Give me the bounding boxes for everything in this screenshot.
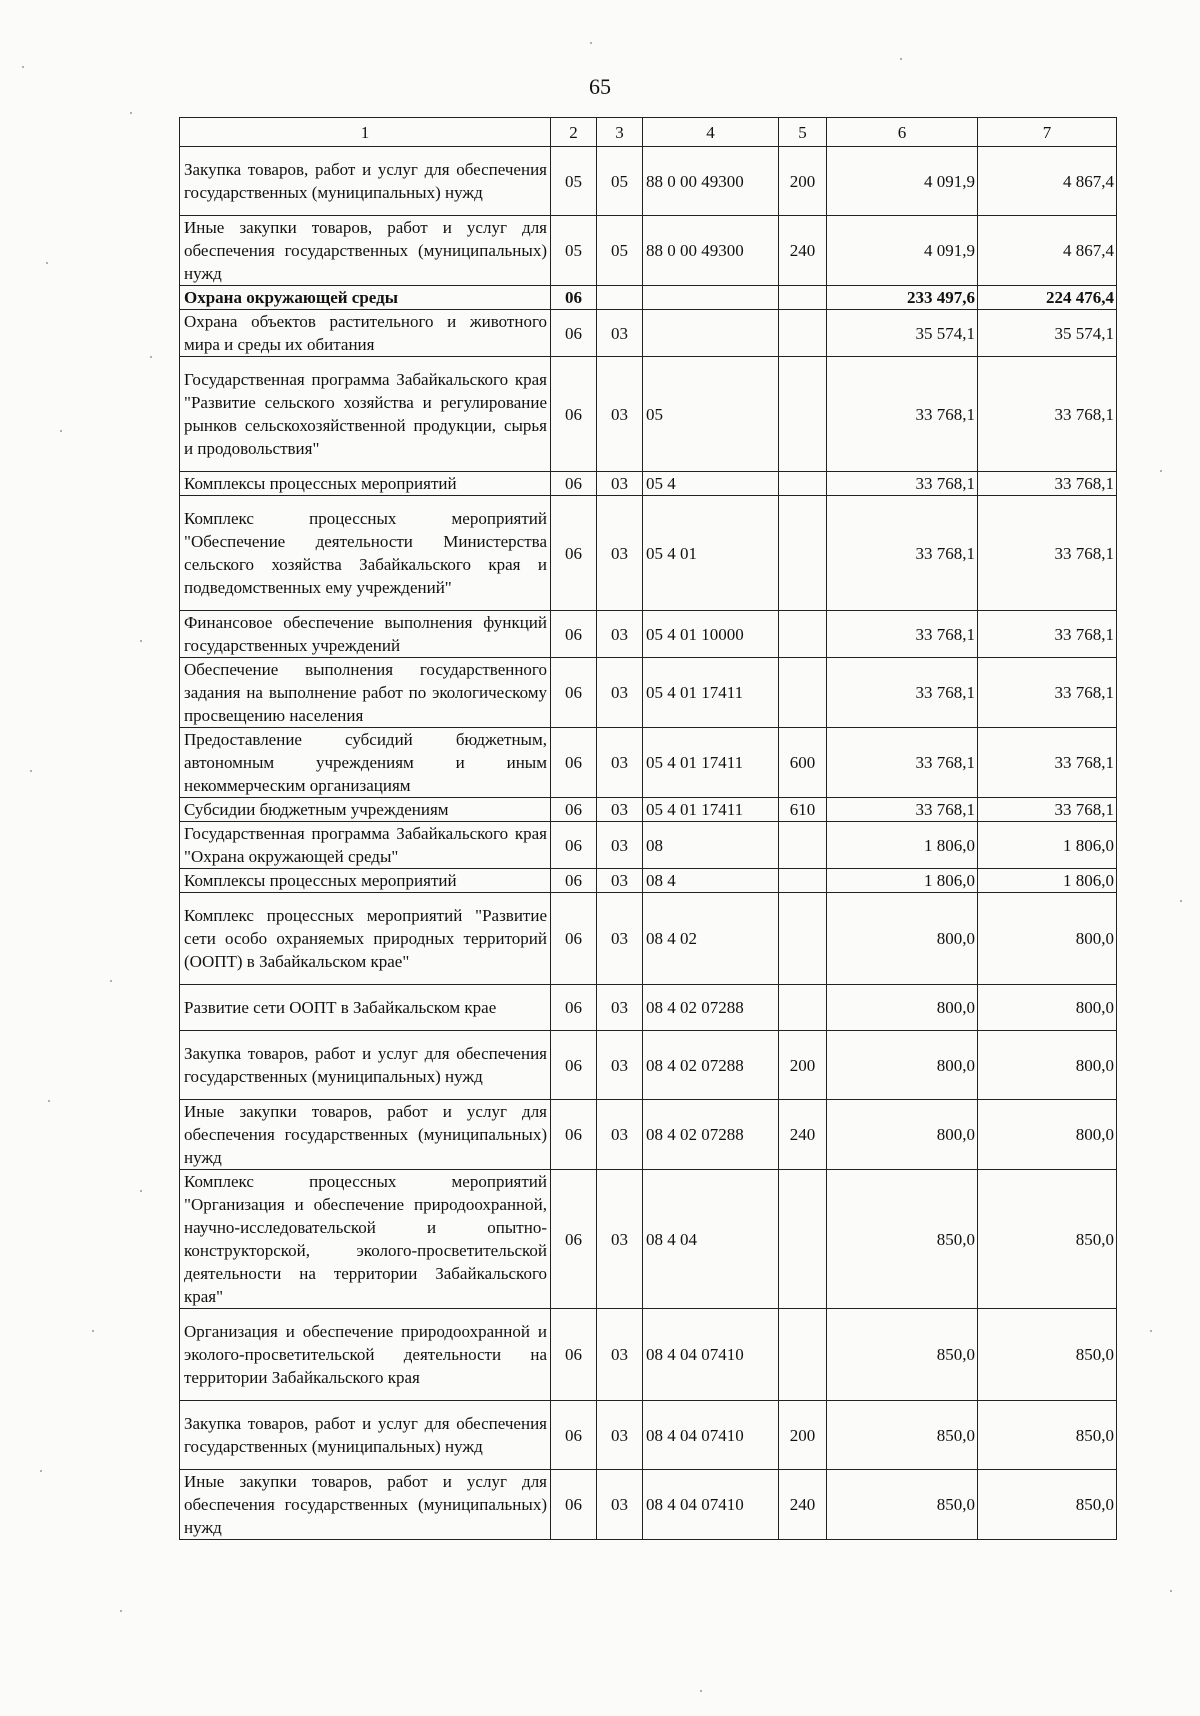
- row-name-cell: Комплекс процессных мероприятий "Развитие сети особо охраняемых природных территорий (ООПТ) в Забайкальском крае": [180, 893, 551, 985]
- amount-col6-cell: 850,0: [827, 1309, 978, 1401]
- amount-col6-cell: 35 574,1: [827, 310, 978, 357]
- table-row: [180, 1100, 1117, 1170]
- row-name-cell: Организация и обеспечение природоохранной и эколого-просветительской деятельности на территории Забайкальского края: [180, 1309, 551, 1401]
- amount-col7-cell: 850,0: [978, 1470, 1117, 1540]
- section-code-cell: 06: [551, 1309, 597, 1401]
- row-name-cell: Развитие сети ООПТ в Забайкальском крае: [180, 985, 551, 1031]
- target-article-cell: 05 4 01: [643, 496, 779, 611]
- expense-type-cell: 200: [779, 1031, 827, 1100]
- table-row: [180, 1401, 1117, 1470]
- target-article-cell: 05 4 01 10000: [643, 611, 779, 658]
- target-article-cell: 05: [643, 357, 779, 472]
- amount-col6-cell: 4 091,9: [827, 147, 978, 216]
- amount-col7-cell: 850,0: [978, 1401, 1117, 1470]
- expense-type-cell: 610: [779, 798, 827, 822]
- row-name-cell: Комплексы процессных мероприятий: [180, 869, 551, 893]
- amount-col7-cell: 800,0: [978, 893, 1117, 985]
- subsection-code-cell: 03: [597, 1170, 643, 1309]
- amount-col6-cell: 33 768,1: [827, 798, 978, 822]
- subsection-code-cell: [597, 286, 643, 310]
- table-row: [180, 496, 1117, 611]
- expense-type-cell: 240: [779, 216, 827, 286]
- section-code-cell: 06: [551, 496, 597, 611]
- page-number: 65: [589, 74, 611, 99]
- table-row: [180, 728, 1117, 798]
- table-row: [180, 1470, 1117, 1540]
- table-row: [180, 611, 1117, 658]
- row-name-cell: Иные закупки товаров, работ и услуг для обеспечения государственных (муниципальных) нужд: [180, 216, 551, 286]
- amount-col7-cell: 1 806,0: [978, 822, 1117, 869]
- amount-col6-cell: 850,0: [827, 1170, 978, 1309]
- scan-speck: [40, 1470, 42, 1472]
- section-code-cell: 06: [551, 893, 597, 985]
- scan-speck: [140, 1190, 142, 1192]
- row-name-cell: Предоставление субсидий бюджетным, автономным учреждениям и иным некоммерческим организациям: [180, 728, 551, 798]
- scan-speck: [590, 42, 592, 44]
- section-code-cell: 06: [551, 1031, 597, 1100]
- scan-speck: [92, 1330, 94, 1332]
- scan-speck: [1180, 900, 1182, 902]
- target-article-cell: [643, 286, 779, 310]
- section-code-cell: 06: [551, 1100, 597, 1170]
- scan-speck: [900, 58, 902, 60]
- amount-col6-cell: 33 768,1: [827, 728, 978, 798]
- amount-col6-cell: 800,0: [827, 985, 978, 1031]
- scan-speck: [22, 66, 24, 68]
- scan-speck: [110, 980, 112, 982]
- table-row: [180, 472, 1117, 496]
- expense-type-cell: [779, 985, 827, 1031]
- target-article-cell: 08 4 02: [643, 893, 779, 985]
- header-cell: 2: [551, 118, 597, 147]
- amount-col7-cell: 33 768,1: [978, 728, 1117, 798]
- expense-type-cell: [779, 496, 827, 611]
- target-article-cell: 88 0 00 49300: [643, 216, 779, 286]
- header-cell: 7: [978, 118, 1117, 147]
- expense-type-cell: [779, 310, 827, 357]
- section-code-cell: 05: [551, 216, 597, 286]
- subsection-code-cell: 03: [597, 1031, 643, 1100]
- row-name-cell: Закупка товаров, работ и услуг для обеспечения государственных (муниципальных) нужд: [180, 1031, 551, 1100]
- expense-type-cell: [779, 472, 827, 496]
- row-name-cell: Обеспечение выполнения государственного задания на выполнение работ по экологическому просвещению населения: [180, 658, 551, 728]
- scan-speck: [1160, 470, 1162, 472]
- table-header-row: [180, 118, 1117, 147]
- row-name-cell: Охрана объектов растительного и животного мира и среды их обитания: [180, 310, 551, 357]
- table-row: [180, 985, 1117, 1031]
- section-code-cell: 06: [551, 869, 597, 893]
- scan-speck: [46, 262, 48, 264]
- amount-col6-cell: 33 768,1: [827, 611, 978, 658]
- amount-col7-cell: 33 768,1: [978, 611, 1117, 658]
- target-article-cell: 08 4 02 07288: [643, 1031, 779, 1100]
- expense-type-cell: [779, 822, 827, 869]
- subsection-code-cell: 03: [597, 496, 643, 611]
- target-article-cell: 08 4 02 07288: [643, 1100, 779, 1170]
- amount-col6-cell: 4 091,9: [827, 216, 978, 286]
- scan-speck: [150, 356, 152, 358]
- table-row: [180, 658, 1117, 728]
- scan-speck: [48, 1100, 50, 1102]
- section-code-cell: 06: [551, 1170, 597, 1309]
- subsection-code-cell: 03: [597, 1100, 643, 1170]
- expense-type-cell: [779, 869, 827, 893]
- section-code-cell: 06: [551, 658, 597, 728]
- amount-col7-cell: 4 867,4: [978, 147, 1117, 216]
- row-name-cell: Комплекс процессных мероприятий "Организация и обеспечение природоохранной, научно-исследовательской и опытно-конструкторской, эколого-просветительской деятельности на территории Забайкальского края": [180, 1170, 551, 1309]
- amount-col7-cell: 33 768,1: [978, 496, 1117, 611]
- amount-col7-cell: 35 574,1: [978, 310, 1117, 357]
- expense-type-cell: 200: [779, 147, 827, 216]
- amount-col6-cell: 33 768,1: [827, 496, 978, 611]
- table-row: [180, 147, 1117, 216]
- subsection-code-cell: 03: [597, 869, 643, 893]
- table-row: [180, 1170, 1117, 1309]
- subsection-code-cell: 03: [597, 472, 643, 496]
- section-code-cell: 06: [551, 472, 597, 496]
- target-article-cell: 08: [643, 822, 779, 869]
- scan-speck: [1150, 1330, 1152, 1332]
- subsection-code-cell: 05: [597, 216, 643, 286]
- section-code-cell: 06: [551, 357, 597, 472]
- amount-col6-cell: 800,0: [827, 1031, 978, 1100]
- target-article-cell: 05 4 01 17411: [643, 658, 779, 728]
- scan-speck: [140, 640, 142, 642]
- target-article-cell: 05 4 01 17411: [643, 798, 779, 822]
- subsection-code-cell: 03: [597, 357, 643, 472]
- target-article-cell: 08 4 04 07410: [643, 1470, 779, 1540]
- subsection-code-cell: 03: [597, 728, 643, 798]
- expense-type-cell: [779, 658, 827, 728]
- scan-speck: [130, 112, 132, 114]
- amount-col6-cell: 1 806,0: [827, 869, 978, 893]
- target-article-cell: 88 0 00 49300: [643, 147, 779, 216]
- amount-col7-cell: 800,0: [978, 1100, 1117, 1170]
- expense-type-cell: 240: [779, 1470, 827, 1540]
- row-name-cell: Закупка товаров, работ и услуг для обеспечения государственных (муниципальных) нужд: [180, 147, 551, 216]
- amount-col6-cell: 33 768,1: [827, 472, 978, 496]
- amount-col6-cell: 33 768,1: [827, 658, 978, 728]
- scan-speck: [30, 770, 32, 772]
- expense-type-cell: [779, 1309, 827, 1401]
- section-code-cell: 06: [551, 728, 597, 798]
- scan-speck: [60, 430, 62, 432]
- section-code-cell: 06: [551, 985, 597, 1031]
- target-article-cell: 05 4: [643, 472, 779, 496]
- subsection-code-cell: 03: [597, 1401, 643, 1470]
- subsection-code-cell: 03: [597, 658, 643, 728]
- section-code-cell: 06: [551, 798, 597, 822]
- amount-col6-cell: 1 806,0: [827, 822, 978, 869]
- table-row: [180, 893, 1117, 985]
- amount-col7-cell: 33 768,1: [978, 658, 1117, 728]
- scan-speck: [700, 1690, 702, 1692]
- expense-type-cell: [779, 286, 827, 310]
- amount-col6-cell: 850,0: [827, 1401, 978, 1470]
- section-code-cell: 06: [551, 822, 597, 869]
- header-cell: 3: [597, 118, 643, 147]
- subsection-code-cell: 03: [597, 798, 643, 822]
- budget-table: [179, 117, 1117, 1540]
- table-row: [180, 1031, 1117, 1100]
- section-code-cell: 06: [551, 611, 597, 658]
- header-cell: 4: [643, 118, 779, 147]
- amount-col7-cell: 800,0: [978, 1031, 1117, 1100]
- scan-speck: [120, 1610, 122, 1612]
- section-code-cell: 06: [551, 1470, 597, 1540]
- expense-type-cell: [779, 1170, 827, 1309]
- subsection-code-cell: 03: [597, 611, 643, 658]
- target-article-cell: 08 4: [643, 869, 779, 893]
- section-code-cell: 06: [551, 286, 597, 310]
- amount-col7-cell: 224 476,4: [978, 286, 1117, 310]
- row-name-cell: Субсидии бюджетным учреждениям: [180, 798, 551, 822]
- row-name-cell: Охрана окружающей среды: [180, 286, 551, 310]
- section-code-cell: 06: [551, 1401, 597, 1470]
- header-cell: 6: [827, 118, 978, 147]
- subsection-code-cell: 03: [597, 822, 643, 869]
- row-name-cell: Финансовое обеспечение выполнения функций государственных учреждений: [180, 611, 551, 658]
- amount-col6-cell: 800,0: [827, 893, 978, 985]
- section-code-cell: 06: [551, 310, 597, 357]
- amount-col7-cell: 800,0: [978, 985, 1117, 1031]
- target-article-cell: 08 4 04 07410: [643, 1401, 779, 1470]
- table-row: [180, 822, 1117, 869]
- target-article-cell: 05 4 01 17411: [643, 728, 779, 798]
- subsection-code-cell: 03: [597, 1470, 643, 1540]
- amount-col7-cell: 33 768,1: [978, 357, 1117, 472]
- amount-col7-cell: 850,0: [978, 1309, 1117, 1401]
- subsection-code-cell: 05: [597, 147, 643, 216]
- target-article-cell: 08 4 04: [643, 1170, 779, 1309]
- row-name-cell: Иные закупки товаров, работ и услуг для обеспечения государственных (муниципальных) нужд: [180, 1470, 551, 1540]
- section-code-cell: 05: [551, 147, 597, 216]
- expense-type-cell: [779, 611, 827, 658]
- row-name-cell: Закупка товаров, работ и услуг для обеспечения государственных (муниципальных) нужд: [180, 1401, 551, 1470]
- target-article-cell: 08 4 02 07288: [643, 985, 779, 1031]
- table-row: [180, 216, 1117, 286]
- amount-col6-cell: 233 497,6: [827, 286, 978, 310]
- header-cell: 5: [779, 118, 827, 147]
- subsection-code-cell: 03: [597, 310, 643, 357]
- target-article-cell: 08 4 04 07410: [643, 1309, 779, 1401]
- table-row: [180, 286, 1117, 310]
- expense-type-cell: 240: [779, 1100, 827, 1170]
- scan-speck: [1170, 1590, 1172, 1592]
- amount-col6-cell: 33 768,1: [827, 357, 978, 472]
- table-row: [180, 310, 1117, 357]
- table-row: [180, 357, 1117, 472]
- expense-type-cell: 600: [779, 728, 827, 798]
- header-cell: 1: [180, 118, 551, 147]
- subsection-code-cell: 03: [597, 985, 643, 1031]
- expense-type-cell: 200: [779, 1401, 827, 1470]
- amount-col7-cell: 33 768,1: [978, 472, 1117, 496]
- amount-col7-cell: 33 768,1: [978, 798, 1117, 822]
- target-article-cell: [643, 310, 779, 357]
- amount-col7-cell: 850,0: [978, 1170, 1117, 1309]
- expense-type-cell: [779, 357, 827, 472]
- amount-col6-cell: 800,0: [827, 1100, 978, 1170]
- subsection-code-cell: 03: [597, 1309, 643, 1401]
- row-name-cell: Комплекс процессных мероприятий "Обеспечение деятельности Министерства сельского хозяйства Забайкальского края и подведомственных ему учреждений": [180, 496, 551, 611]
- subsection-code-cell: 03: [597, 893, 643, 985]
- row-name-cell: Иные закупки товаров, работ и услуг для обеспечения государственных (муниципальных) нужд: [180, 1100, 551, 1170]
- amount-col7-cell: 4 867,4: [978, 216, 1117, 286]
- amount-col7-cell: 1 806,0: [978, 869, 1117, 893]
- expense-type-cell: [779, 893, 827, 985]
- amount-col6-cell: 850,0: [827, 1470, 978, 1540]
- table-row: [180, 1309, 1117, 1401]
- row-name-cell: Комплексы процессных мероприятий: [180, 472, 551, 496]
- table-row: [180, 869, 1117, 893]
- table-row: [180, 798, 1117, 822]
- row-name-cell: Государственная программа Забайкальского края "Развитие сельского хозяйства и регулирование рынков сельскохозяйственной продукции, сырья и продовольствия": [180, 357, 551, 472]
- row-name-cell: Государственная программа Забайкальского края "Охрана окружающей среды": [180, 822, 551, 869]
